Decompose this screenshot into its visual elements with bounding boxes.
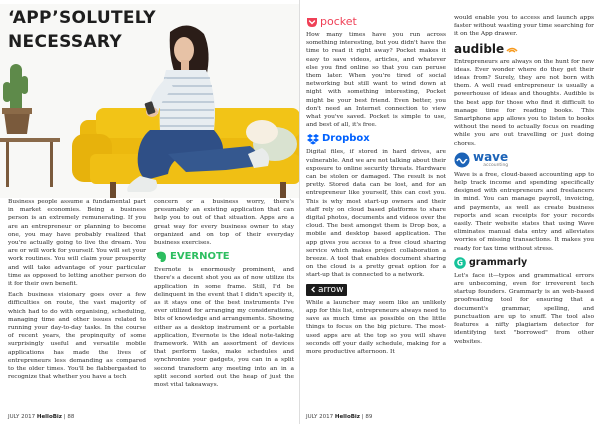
body-paragraph: Business people assume a fundamental part in market economies. Being a business person is an extremely remunerating. If you are an entrepreneur or planning to become one, you may have probably realized that you're actually going to live the dream. You are or will work for yourself. You will set your work routines. You will claim your prosperity and will take advantage of your particular time as opposed to letting another person do it for their own benefit. xyxy=(8,199,146,288)
pocket-icon xyxy=(306,16,318,28)
arrow-chevron-icon xyxy=(310,286,317,293)
footer-page-number: 89 xyxy=(365,414,373,420)
left-page-footer xyxy=(8,414,74,420)
grammarly-brand xyxy=(454,256,594,270)
footer-page-number: 88 xyxy=(67,414,75,420)
dropbox-brand xyxy=(306,132,446,146)
arrow-brand-text: arrow xyxy=(318,284,344,295)
wave-brand-subtitle: accounting xyxy=(483,162,509,168)
body-paragraph: Digital files, if stored in hard drives, are vulnerable. And we are not talking about their exposure to online security threats. Hardware can be stolen or damaged. The result is not pretty. Stored data can be lost, and for an entrepreneur like yourself, this can cost you. This is why most start-up owners and their staff rely on cloud based platforms to share digital photos, documents and videos over the cloud. The best amongst them is Drop box, a mobile and desktop based application. The app gives you access to a free cloud sharing service which makes project collaboration a breeze. A tool that enables document sharing on the cloud is a pretty great option for a start-up that is connected to a network. xyxy=(306,149,446,279)
right-page-column-1 xyxy=(306,14,446,359)
body-paragraph: Let's face it—typos and grammatical errors are unbecoming, even for irreverent tech startup founders. Grammarly is an web-based proofreading tool for ensuring that a document's grammar, spelling, and punctuation are up to snuff. The tool also features a nifty plagiarism detector for identifying text "borrowed" from other websites. xyxy=(454,272,594,345)
wave-logo-icon xyxy=(454,152,470,168)
wave-brand xyxy=(454,151,594,169)
evernote-brand-text: EVERNOTE xyxy=(170,251,230,263)
grammarly-logo-icon xyxy=(454,257,466,269)
body-paragraph: Wave is a free, cloud-based accounting app to help track income and spending specifically designed with entrepreneurs and freelancers in mind. You can manage payroll, invoicing, and payments, as well as create business reports and scan receipts for your records easily. Their website states that using Wave eliminates manual data entry and alleviates worries of missing transactions. It makes you ready for tax time without stress. xyxy=(454,171,594,252)
footer-separator: | xyxy=(361,414,364,420)
right-page xyxy=(300,0,600,424)
audible-brand-text: audible xyxy=(454,41,505,56)
right-page-footer xyxy=(306,414,372,420)
footer-publication: HelloBiz xyxy=(334,414,361,420)
pocket-brand xyxy=(306,15,446,29)
article-title-line1: ‘APP’SOLUTELY xyxy=(8,8,156,28)
left-page-column-2 xyxy=(154,198,294,392)
pocket-brand-text: pocket xyxy=(320,15,357,28)
body-paragraph: While a launcher may seem like an unlikely app for this list, entrepreneurs always need to save as much time as possible on the little things to focus on the big picture. The most-used apps are at the top so you will shave seconds off your daily schedule, making for a more productive afternoon. It xyxy=(306,299,446,355)
body-paragraph: would enable you to access and launch apps faster without wasting your time searching for it on the App drawer. xyxy=(454,15,594,38)
footer-separator: | xyxy=(63,414,66,420)
arrow-logo xyxy=(306,284,347,296)
evernote-elephant-icon xyxy=(154,250,168,264)
article-title-line2: NECESSARY xyxy=(8,32,122,52)
dropbox-icon xyxy=(306,133,320,145)
body-paragraph: Entrepreneurs are always on the hunt for new ideas. Ever wonder where do they get their ideas from? Surely, they are not born with them. A well read entrepreneur is usually a powerhouse of ideas and thoughts. Audible is the best app for those who find it difficult to manage time for reading books. This Smartphone app allows you to listen to books without the need to actually focus on reading while you are out travelling or just doing chores. xyxy=(454,58,594,147)
svg-text:G: G xyxy=(456,258,464,268)
footer-date: JULY 2017 xyxy=(8,414,36,420)
footer-date: JULY 2017 xyxy=(306,414,334,420)
article-title xyxy=(8,6,158,54)
audible-waves-icon xyxy=(506,44,518,54)
evernote-brand xyxy=(154,250,294,264)
footer-publication: HelloBiz xyxy=(36,414,63,420)
body-paragraph: concern or a business worry, there's presumably an existing application that can help you to out of that situation. Apps are a great way for every business owner to stay organized and on top of their everyday business exercises. xyxy=(154,199,294,247)
body-paragraph: How many times have you run across something interesting, but you didn't have the time to read it right away? Pocket makes it easy to save videos, articles, and whatever else you find online so that you can peruse them later. When you're tired of social networking but still want to wind down at night with something interesting, Pocket might be your best friend. Even better, you don't need an Internet connection to view what you've saved. Pocket is simple to use, and best of all, it's free. xyxy=(306,32,446,129)
body-paragraph: Each business visionary goes over a few difficulties on route, the vast majority of which had to do with organising, scheduling, managing time and other issues related to running your day-to-day tasks. In the course of recent years, the propinquity of some surprisingly useful and versatile mobile applications has made the lives of entrepreneurs less demanding as compared to the older times. You'll be flabbergasted to recognize that whether you have a tech xyxy=(8,292,146,381)
wave-brand-text: wave xyxy=(473,149,509,164)
left-page-column-1 xyxy=(8,198,146,384)
right-page-column-2 xyxy=(454,14,594,349)
audible-brand xyxy=(454,42,594,56)
grammarly-brand-text: grammarly xyxy=(469,256,528,268)
body-paragraph: Evernote is enormously prominent, and there's a decent shot you as of now utilize its application in some frame. Still, I'd be delinquent in the event that I didn't specify it, as it stays one of the best instruments I've ever utilized for arranging my considerations, bits of knowledge and arrangements. Showing either as a desktop instrument or a portable application, Evernote is the ideal note-taking framework. With an assortment of devices that perform tasks, make schedules and synchronize your gadgets, you can in a split second transform any meeting into an in a split second sorted out the heap of just the most vital takeaways. xyxy=(154,267,294,389)
arrow-brand xyxy=(306,283,446,297)
dropbox-brand-text: Dropbox xyxy=(322,133,370,145)
